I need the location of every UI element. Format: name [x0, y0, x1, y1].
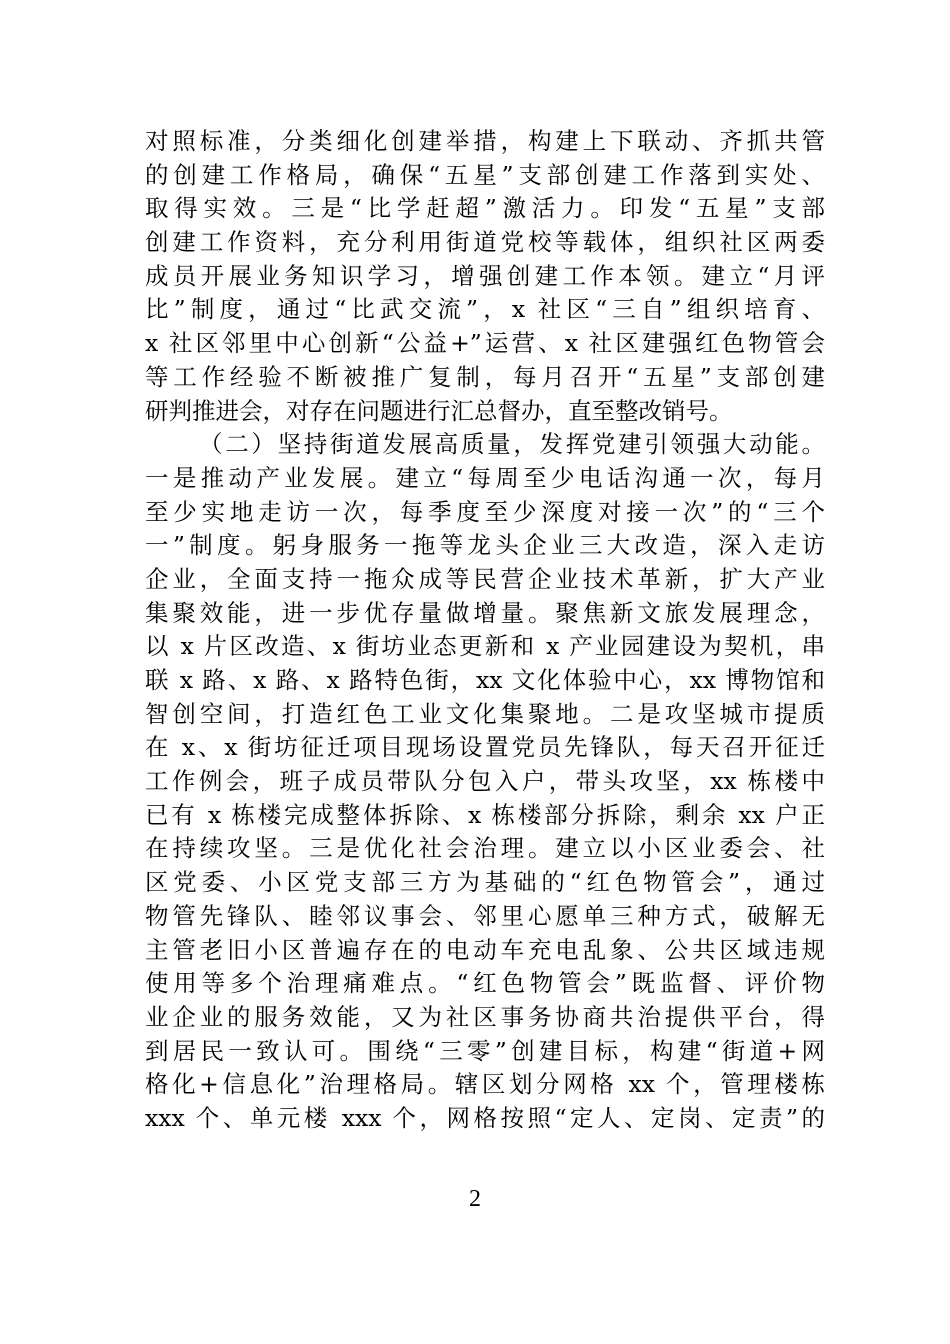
- document-body: [145, 125, 825, 1136]
- text-line-19: 在 x、x 街坊征迁项目现场设置党员先锋队，每天召开征迁: [145, 733, 825, 762]
- text-line-2: 的创建工作格局，确保“五星”支部创建工作落到实处、: [145, 160, 825, 189]
- text-line-12: 至少实地走访一次，每季度至少深度对接一次”的“三个: [145, 497, 825, 526]
- text-line-14: 企业，全面支持一拖众成等民营企业技术革新，扩大产业: [145, 564, 825, 593]
- page-number: 2: [469, 1186, 481, 1212]
- text-line-8: 等工作经验不断被推广复制，每月召开“五星”支部创建: [145, 362, 825, 391]
- text-line-7: x 社区邻里中心创新“公益+”运营、x 社区建强红色物管会: [145, 329, 825, 358]
- text-line-21: 已有 x 栋楼完成整体拆除、x 栋楼部分拆除，剩余 xx 户正: [145, 800, 825, 829]
- text-line-30: xxx 个、单元楼 xxx 个，网格按照“定人、定岗、定责”的: [145, 1103, 825, 1132]
- text-line-18: 智创空间，打造红色工业文化集聚地。二是攻坚城市提质: [145, 699, 825, 728]
- text-line-4: 创建工作资料，充分利用街道党校等载体，组织社区两委: [145, 228, 825, 257]
- text-line-16: 以 x 片区改造、x 街坊业态更新和 x 产业园建设为契机，串: [145, 632, 825, 661]
- text-line-15: 集聚效能，进一步优存量做增量。聚焦新文旅发展理念，: [145, 598, 825, 627]
- text-line-27: 业企业的服务效能，又为社区事务协商共治提供平台，得: [145, 1002, 825, 1031]
- text-line-1: 对照标准，分类细化创建举措，构建上下联动、齐抓共管: [145, 127, 825, 155]
- text-line-25: 主管老旧小区普遍存在的电动车充电乱象、公共区域违规: [145, 935, 825, 964]
- text-line-5: 成员开展业务知识学习，增强创建工作本领。建立“月评: [145, 261, 825, 290]
- text-line-3: 取得实效。三是“比学赶超”激活力。印发“五星”支部: [145, 194, 825, 223]
- text-line-6: 比”制度，通过“比武交流”，x 社区“三自”组织培育、: [145, 295, 825, 324]
- text-line-29: 格化+信息化”治理格局。辖区划分网格 xx 个，管理楼栋: [145, 1070, 825, 1099]
- text-line-23: 区党委、小区党支部三方为基础的“红色物管会”，通过: [145, 868, 825, 897]
- section-heading-line: （二）坚持街道发展高质量，发挥党建引领强大动能。: [199, 430, 825, 459]
- text-line-17: 联 x 路、x 路、x 路特色街，xx 文化体验中心，xx 博物馆和: [145, 666, 825, 694]
- text-line-20: 工作例会，班子成员带队分包入户，带头攻坚，xx 栋楼中: [145, 767, 825, 796]
- text-line-13: 一”制度。躬身服务一拖等龙头企业三大改造，深入走访: [145, 531, 825, 560]
- text-line-22: 在持续攻坚。三是优化社会治理。建立以小区业委会、社: [145, 834, 825, 863]
- text-line-24: 物管先锋队、睦邻议事会、邻里心愿单三种方式，破解无: [145, 901, 825, 930]
- text-line-28: 到居民一致认可。围绕“三零”创建目标，构建“街道+网: [145, 1036, 825, 1065]
- text-line-9: 研判推进会，对存在问题进行汇总督办，直至整改销号。: [145, 396, 733, 425]
- text-line-11: 一是推动产业发展。建立“每周至少电话沟通一次，每月: [145, 463, 825, 492]
- text-line-26: 使用等多个治理痛难点。“红色物管会”既监督、评价物: [145, 969, 825, 998]
